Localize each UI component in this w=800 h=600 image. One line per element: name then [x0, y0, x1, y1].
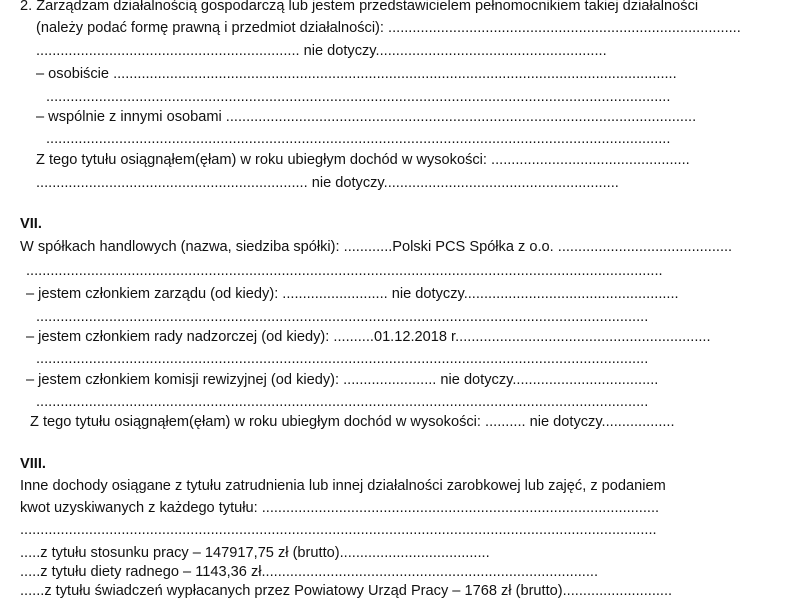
board-field-cont: ....................................................................................................................................................... — [36, 309, 649, 325]
vi-income-line1: Z tego tytułu osiągnąłem(ęłam) w roku ubiegłym dochód w wysokości: ................................................. — [36, 152, 690, 168]
audit-field: – jestem członkiem komisji rewizyjnej (od kiedy): ....................... nie dotyczy.................................... — [26, 372, 659, 388]
jointly-field: – wspólnie z innymi osobami .................................................................................................................... — [36, 109, 697, 125]
companies-field-cont: ............................................................................................................................................................. — [26, 263, 663, 279]
item2-line3: ................................................................. nie dotyczy......................................................... — [36, 43, 607, 59]
labour-office-income: ......z tytułu świadczeń wypłacanych przez Powiatowy Urząd Pracy – 1768 zł (brutto)........................... — [20, 583, 673, 599]
supervisory-field-cont: ....................................................................................................................................................... — [36, 351, 649, 367]
viii-intro-line2: kwot uzyskiwanych z każdego tytułu: .................................................................................................. — [20, 500, 660, 516]
vii-income: Z tego tytułu osiągnąłem(ęłam) w roku ubiegłym dochód w wysokości: .......... nie dotyczy.................. — [30, 414, 675, 430]
employment-income: .....z tytułu stosunku pracy – 147917,75 zł (brutto)..................................... — [20, 545, 490, 561]
section-viii-heading: VIII. — [20, 456, 46, 472]
personal-field-cont: .......................................................................................................................................................... — [46, 89, 671, 105]
councillor-income: .....z tytułu diety radnego – 1143,36 zł................................................................................... — [20, 564, 599, 580]
jointly-field-cont: .......................................................................................................................................................... — [46, 131, 671, 147]
item2-line1: 2. Zarządzam działalnością gospodarczą lub jestem przedstawicielem pełnomocnikiem takiej działalności — [20, 0, 699, 14]
viii-intro-line1: Inne dochody osiągane z tytułu zatrudnienia lub innej działalności zarobkowej lub zajęć, z podaniem — [20, 478, 666, 494]
personal-field: – osobiście ........................................................................................................................................... — [36, 66, 677, 82]
board-field: – jestem członkiem zarządu (od kiedy): .......................... nie dotyczy..................................................... — [26, 286, 679, 302]
viii-intro-cont: ............................................................................................................................................................. — [20, 522, 657, 538]
audit-field-cont: ....................................................................................................................................................... — [36, 394, 649, 410]
vi-income-line2: ................................................................... nie dotyczy.......................................................... — [36, 175, 619, 191]
item2-line2: (należy podać formę prawną i przedmiot działalności): ....................................................................................... — [36, 20, 741, 36]
companies-field: W spółkach handlowych (nazwa, siedziba spółki): ............Polski PCS Spółka z o.o. ........................................... — [20, 239, 733, 255]
supervisory-field: – jestem członkiem rady nadzorczej (od kiedy): ..........01.12.2018 r............................................................... — [26, 329, 711, 345]
section-vii-heading: VII. — [20, 216, 42, 232]
